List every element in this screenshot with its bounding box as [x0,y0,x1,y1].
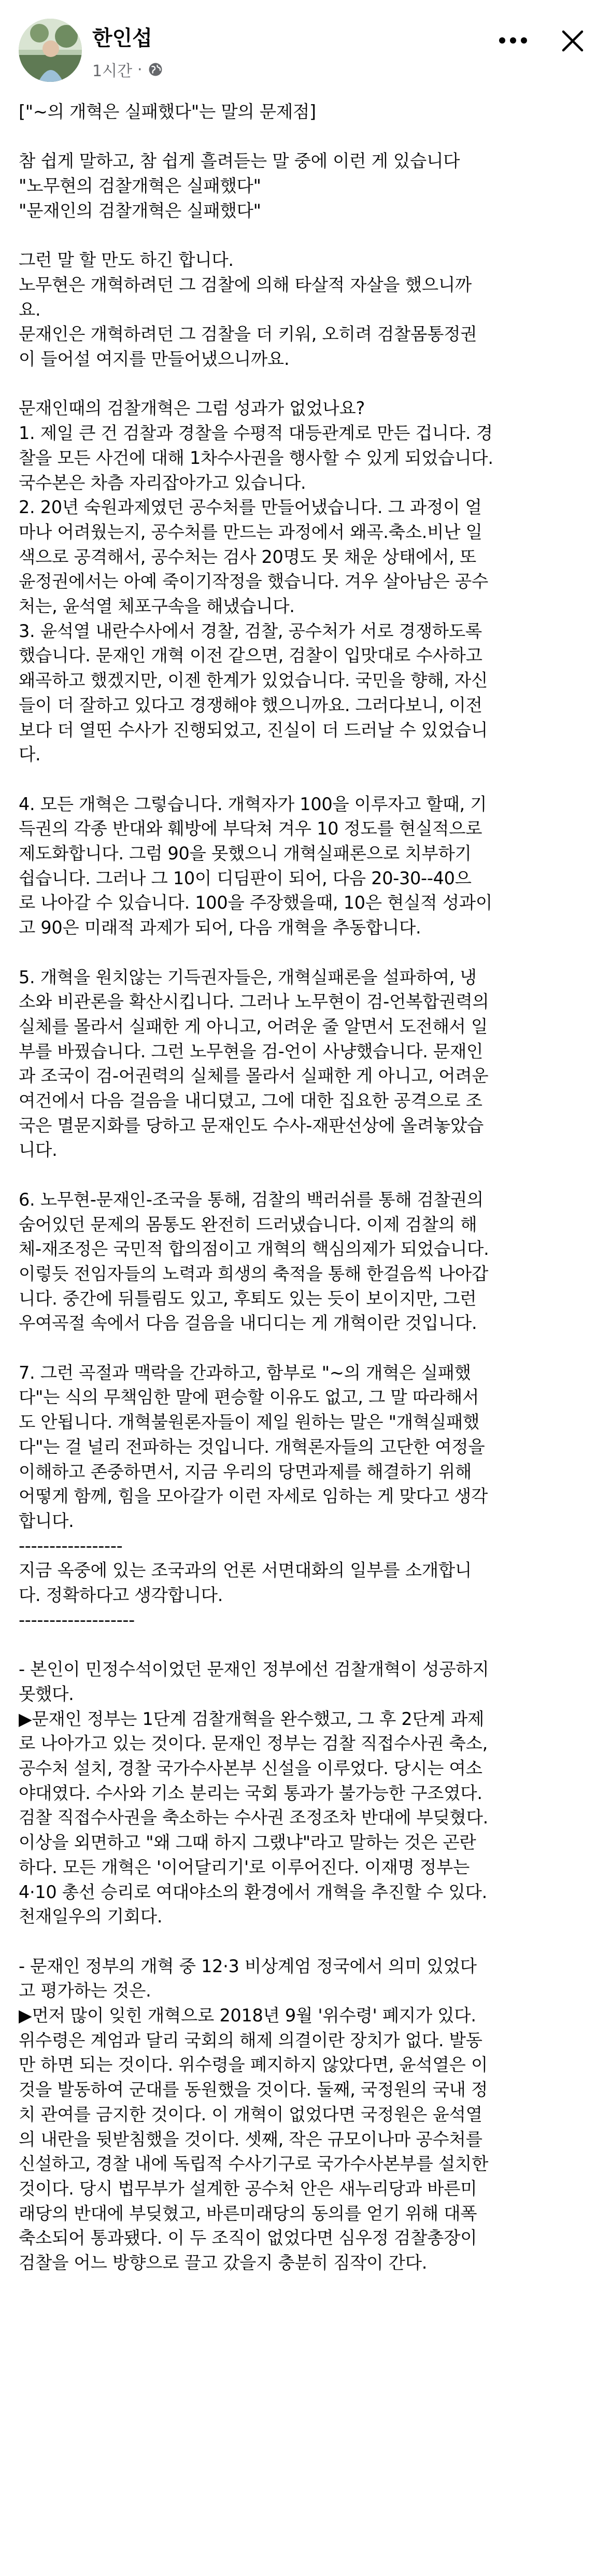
post-text-line: 부를 바꿨습니다. 그런 노무현을 검-언이 사냥했습니다. 문재인 [19,1041,484,1061]
post-text-line: 색으로 공격해서, 공수처는 검사 20명도 못 채운 상태에서, 또 [19,546,476,567]
blank-line [19,372,594,397]
post-text-line: 숨어있던 문제의 몸통도 완전히 드러냈습니다. 이제 검찰의 해 [19,1214,477,1235]
post-text-line: 4. 모든 개혁은 그렇습니다. 개혁자가 100을 이루자고 할때, 기 [19,794,487,814]
post-text-line: 검찰을 어느 방향으로 끌고 갔을지 충분히 짐작이 간다. [19,2253,428,2273]
post-text-line: - 문재인 정부의 개혁 중 12·3 비상계엄 정국에서 의미 있었다 [19,1956,477,1976]
post-text-line: 것을 발동하여 군대를 동원했을 것이다. 둘째, 국정원의 국내 정 [19,2079,488,2100]
post-text-line: - 본인이 민정수석이었던 문재인 정부에선 검찰개혁이 성공하지 [19,1659,489,1680]
post-text-line: 고 평가하는 것은. [19,1980,151,2001]
post-text-line: 로 나아갈 수 있습니다. 100을 주장했을때, 10은 현실적 성과이 [19,893,492,913]
post-body [19,100,594,2275]
blank-line [19,1929,594,1954]
post-text-line: ▶문재인 정부는 1단계 검찰개혁을 완수했고, 그 후 2단계 과제 [19,1708,485,1729]
blank-line [19,223,594,248]
post-text-line: 이 들어설 여지를 만들어냈으니까요. [19,349,290,369]
post-text-line: 윤정권에서는 아예 죽이기작정을 했습니다. 겨우 살아남은 공수 [19,571,489,592]
post-text-line: 도 안됩니다. 개혁불원론자들이 제일 원하는 말은 "개혁실패했 [19,1412,480,1433]
post-text-line: 과 조국이 검-어권력의 실체를 몰라서 실패한 게 아니고, 어려운 [19,1066,489,1086]
post-text-line: 고 90은 미래적 과제가 되어, 다음 개혁을 추동합니다. [19,917,421,938]
post-text-line: 신설하고, 경찰 내에 독립적 수사기구로 국가수사본부를 설치한 [19,2154,489,2174]
post-text-line: 지금 옥중에 있는 조국과의 언론 서면대화의 일부를 소개합니 [19,1560,472,1581]
post-text-line: ["~의 개혁은 실패했다"는 말의 문제점] [19,102,316,122]
post-text-line: 의 내란을 뒷받침했을 것이다. 셋째, 작은 규모이나마 공수처를 [19,2129,482,2149]
post-text-line: 이렇듯 전임자들의 노력과 희생의 축적을 통해 한걸음씩 나아갑 [19,1263,489,1284]
meta-separator: · [137,60,143,79]
post-text-line: 못했다. [19,1683,74,1704]
post-text-line: 찰을 모든 사건에 대해 1차수사권을 행사할 수 있게 되었습니다. [19,447,493,468]
post-text-line: 다"는 걸 널리 전파하는 것입니다. 개혁론자들의 고단한 여정을 [19,1436,485,1457]
post-text-line: 그런 말 할 만도 하긴 합니다. [19,250,234,271]
post-text-line: 로 나아가고 있는 것이다. 문재인 정부는 검찰 직접수사권 축소, [19,1733,488,1754]
blank-line [19,124,594,149]
post-text-line: 5. 개혁을 원치않는 기득권자들은, 개혁실패론을 설파하여, 냉 [19,967,477,987]
post-text-line: 야대였다. 수사와 기소 분리는 국회 통과가 불가능한 구조였다. [19,1782,482,1803]
post-text-line: 보다 더 열띤 수사가 진행되었고, 진실이 더 드러날 수 있었습니 [19,719,488,740]
post-text-line: 천재일우의 기회다. [19,1906,163,1927]
post-text-line: 3. 윤석열 내란수사에서 경찰, 검찰, 공수처가 서로 경쟁하도록 [19,620,482,641]
post-text-line: 만 하면 되는 것이다. 위수령을 폐지하지 않았다면, 윤석열은 이 [19,2055,488,2075]
post-text-line: 합니다. [19,1510,74,1531]
post-meta [92,58,163,81]
more-horizontal-icon [499,37,528,44]
post-text-line: 국수본은 차츰 자리잡아가고 있습니다. [19,472,306,493]
post-text-line: "노무현의 검찰개혁은 실패했다" [19,176,261,196]
post-text-line: 우여곡절 속에서 다음 걸음을 내디디는 게 개혁이란 것입니다. [19,1313,477,1334]
post-header [0,0,611,88]
post-text-line: ----------------- [19,1535,123,1556]
post-text-line: 마나 어려웠는지, 공수처를 만드는 과정에서 왜곡.축소.비난 일 [19,521,482,542]
post-text-line: 6. 노무현-문재인-조국을 통해, 검찰의 백러쉬를 통해 검찰권의 [19,1189,484,1210]
post-text-line: 득권의 각종 반대와 훼방에 부닥쳐 겨우 10 정도를 현실적으로 [19,818,482,839]
profile-photo [19,19,82,82]
post-text-line: 체-재조정은 국민적 합의점이고 개혁의 핵심의제가 되었습니다. [19,1239,489,1259]
blank-line [19,767,594,792]
post-text-line: 니다. [19,1140,58,1160]
more-options-button[interactable] [495,25,531,56]
avatar[interactable] [19,19,82,82]
post-text-line: 다"는 식의 무책임한 말에 편승할 이유도 없고, 그 말 따라해서 [19,1387,479,1408]
post-text-line: 검찰 직접수사권을 축소하는 수사권 조정조차 반대에 부딪혔다. [19,1807,489,1828]
post-text-line: 실체를 몰라서 실패한 게 아니고, 어려운 줄 알면서 도전해서 일 [19,1016,488,1037]
blank-line [19,940,594,965]
post-text-line: 문재인때의 검찰개혁은 그럼 성과가 없었나요? [19,398,365,419]
post-text-line: 처는, 윤석열 체포구속을 해냈습니다. [19,596,295,617]
timestamp[interactable]: 1시간 [92,62,133,80]
post-text-line: 다. 정확하다고 생각합니다. [19,1585,223,1606]
post-text-line: 축소되어 통과됐다. 이 두 조직이 없었다면 심우정 검찰총장이 [19,2228,477,2248]
post-text-line: 래당의 반대에 부딪혔고, 바른미래당의 동의를 얻기 위해 대폭 [19,2203,477,2224]
post-text-line: 여건에서 다음 걸음을 내디뎠고, 그에 대한 집요한 공격으로 조 [19,1091,482,1111]
blank-line [19,1632,594,1657]
post-text-line: 소와 비관론을 확산시킵니다. 그러나 노무현이 검-언복합권력의 [19,992,489,1012]
post-text-line: 니다. 중간에 뒤틀림도 있고, 후퇴도 있는 듯이 보이지만, 그런 [19,1288,477,1309]
post-text-line: 하다. 모든 개혁은 '이어달리기'로 이루어진다. 이재명 정부는 [19,1857,470,1877]
post-text-line: 들이 더 잘하고 있다고 경쟁해야 했으니까요. 그러다보니, 이전 [19,695,482,715]
post-text-line: 7. 그런 곡절과 맥락을 간과하고, 함부로 "~의 개혁은 실패했 [19,1362,471,1383]
post-text-line: 했습니다. 문재인 개혁 이전 같으면, 검찰이 입맛대로 수사하고 [19,645,482,666]
globe-icon [148,62,163,77]
post-text-line: 제도화합니다. 그럼 90을 못했으니 개혁실패론으로 치부하기 [19,843,472,864]
post-text-line: 왜곡하고 했겠지만, 이젠 한계가 있었습니다. 국민을 향해, 자신 [19,670,488,691]
post-text-line: 쉽습니다. 그러나 그 10이 디딤판이 되어, 다음 20-30--40으 [19,868,472,888]
post-text-line: 어떻게 함께, 힘을 모아갈가 이런 자세로 임하는 게 맞다고 생각 [19,1486,488,1507]
post-text-line: 것이다. 당시 법무부가 설계한 공수처 안은 새누리당과 바른미 [19,2178,477,2199]
post-text-line: 요. [19,299,41,320]
close-icon [561,30,584,52]
post-text-line: 국은 멸문지화를 당하고 문재인도 수사-재판선상에 올려놓았습 [19,1115,484,1136]
post-text-line: 2. 20년 숙원과제였던 공수처를 만들어냈습니다. 그 과정이 얼 [19,497,482,518]
post-text-line: 노무현은 개혁하려던 그 검찰에 의해 타살적 자살을 했으니까 [19,274,472,295]
post-text-line: 이상을 외면하고 "왜 그때 하지 그랬냐"라고 말하는 것은 곤란 [19,1832,476,1853]
post-text-line: ------------------- [19,1609,135,1630]
post-text-line: 다. [19,744,41,765]
post-text-line: 공수처 설치, 경찰 국가수사본부 신설을 이루었다. 당시는 여소 [19,1758,482,1778]
post-text-line: ▶먼저 많이 잊힌 개혁으로 2018년 9월 '위수령' 폐지가 있다. [19,2005,476,2026]
post-text-line: 이해하고 존중하면서, 지금 우리의 당면과제를 해결하기 위해 [19,1461,472,1482]
post-text-line: "문재인의 검찰개혁은 실패했다" [19,200,261,221]
post-text-line: 4·10 총선 승리로 여대야소의 환경에서 개혁을 추진할 수 있다. [19,1881,487,1902]
post-text-line: 위수령은 계엄과 달리 국회의 해제 의결이란 장치가 없다. 발동 [19,2030,482,2050]
post-text-line: 치 관여를 금지한 것이다. 이 개혁이 없었다면 국정원은 윤석열 [19,2104,482,2125]
blank-line [19,1163,594,1187]
author-name[interactable]: 한인섭 [92,26,152,50]
post-text-line: 참 쉽게 말하고, 참 쉽게 흘려듣는 말 중에 이런 게 있습니다 [19,151,460,172]
blank-line [19,1336,594,1361]
post-text-line: 문재인은 개혁하려던 그 검찰을 더 키워, 오히려 검찰몸통정권 [19,324,477,345]
post-text-line: 1. 제일 큰 건 검찰과 경찰을 수평적 대등관계로 만든 겁니다. 경 [19,423,493,444]
close-button[interactable] [555,23,591,59]
